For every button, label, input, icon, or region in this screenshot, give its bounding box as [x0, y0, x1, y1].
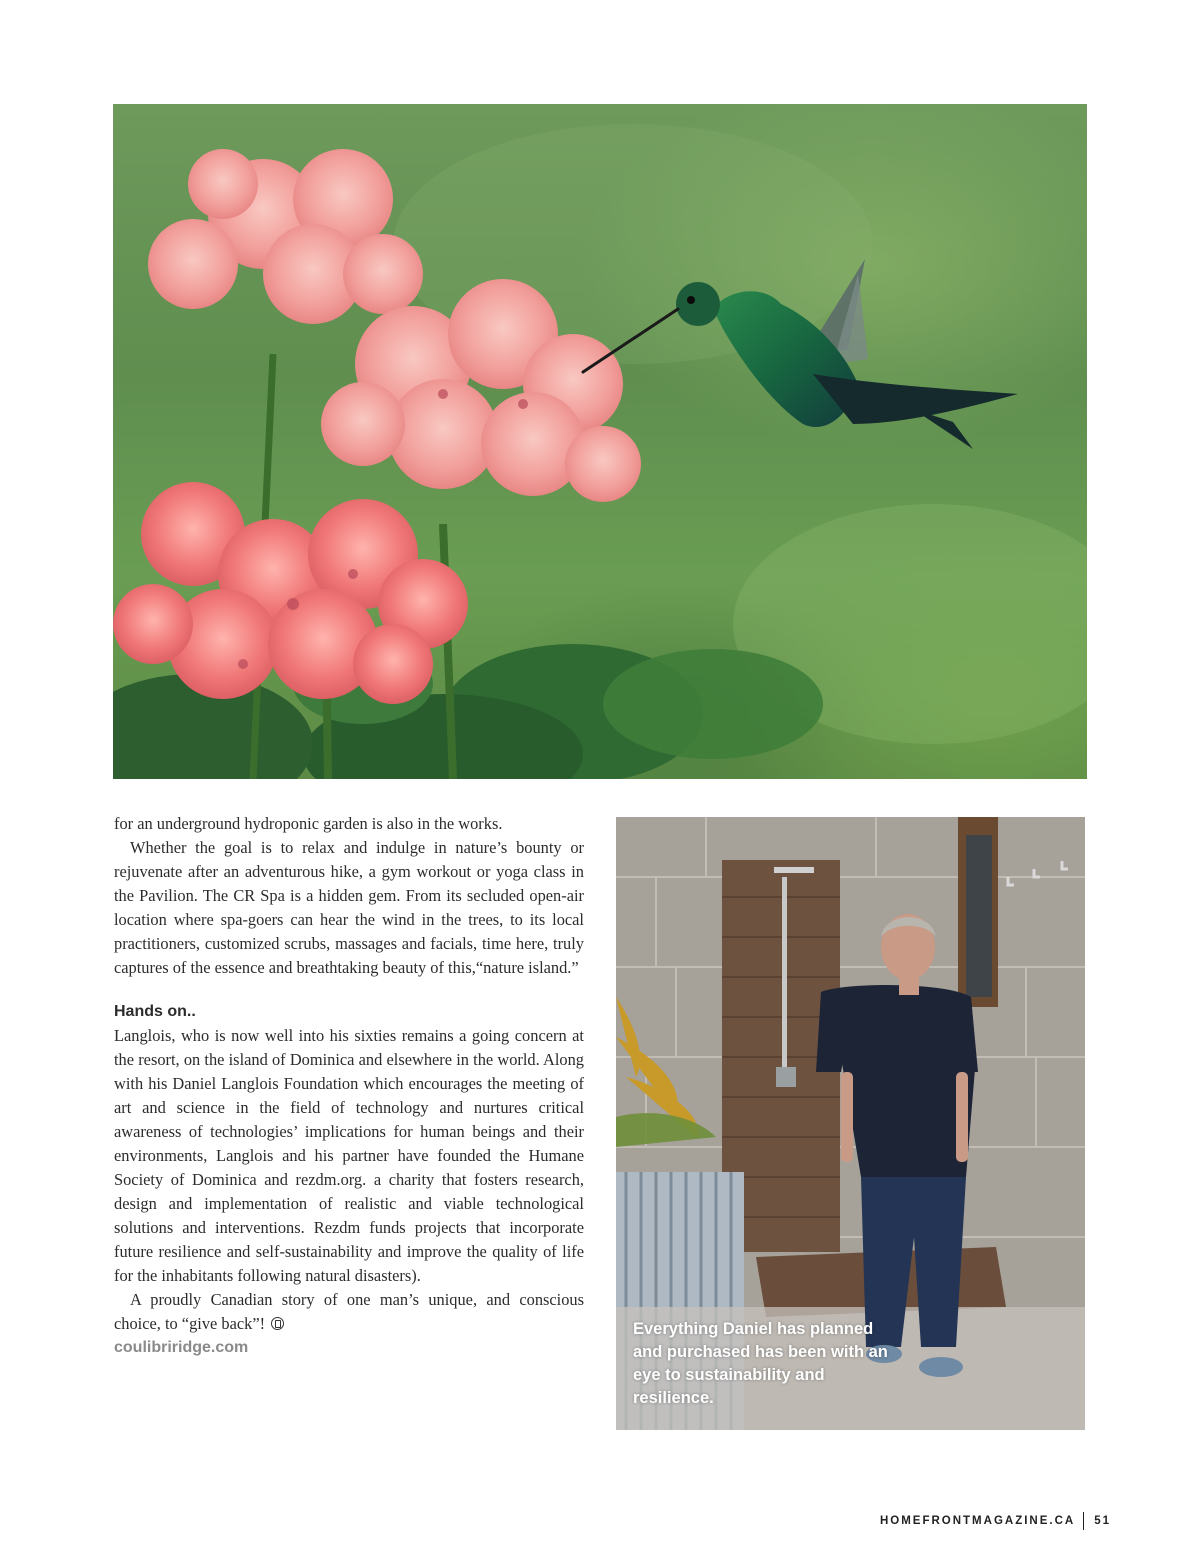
- article-paragraph: Langlois, who is now well into his sixties remains a going concern at the resort, on the island of Dominica and elsewhere in the world. Along with his Daniel Langlois Foundation which encourages the meeting of art and science in the field of technology and nurtures critical awareness of technologies’ implications for human beings and their environments, Langlois and his partner have founded the Humane Society of Dominica and rezdm.org. a charity that fosters research, design and implementation of realistic and viable technological solutions and interventions. Rezdm funds projects that incorporate future resilience and self-sustainability and improve the quality of life for the inhabitants following natural disasters).: [114, 1026, 584, 1285]
- article-text-column: [114, 812, 584, 1360]
- section-subheading: Hands on..: [114, 1003, 196, 1020]
- footer-divider: [1083, 1512, 1084, 1530]
- article-paragraph: for an underground hydroponic garden is also in the works.: [114, 814, 503, 833]
- hero-photo: [113, 104, 1087, 779]
- end-mark-icon: [271, 1317, 284, 1330]
- shower-portrait-photo: [616, 817, 1085, 1430]
- website-link[interactable]: coulibriridge.com: [114, 1339, 249, 1356]
- article-paragraph: Whether the goal is to relax and indulge in nature’s bounty or rejuvenate after an adventurous hike, a gym workout or yoga class in the Pavilion. The CR Spa is a hidden gem. From its secluded open-air location where spa-goers can hear the wind in the trees, to its local practitioners, customized scrubs, massages and facials, time here, truly captures of the essence and breathtaking beauty of this,“nature island.”: [114, 838, 584, 977]
- hummingbird-geranium-illustration: [113, 104, 1087, 779]
- article-closing-paragraph: [114, 1288, 584, 1336]
- article-closing-text: A proudly Canadian story of one man’s unique, and conscious choice, to “give back”!: [114, 1290, 584, 1333]
- photo-caption: Everything Daniel has planned and purchased has been with an eye to sustainability and resilience.: [633, 1320, 888, 1407]
- page-number: 51: [1094, 1515, 1111, 1527]
- page-footer: [880, 1512, 1111, 1530]
- magazine-url: HOMEFRONTMAGAZINE.CA: [879, 1515, 1076, 1527]
